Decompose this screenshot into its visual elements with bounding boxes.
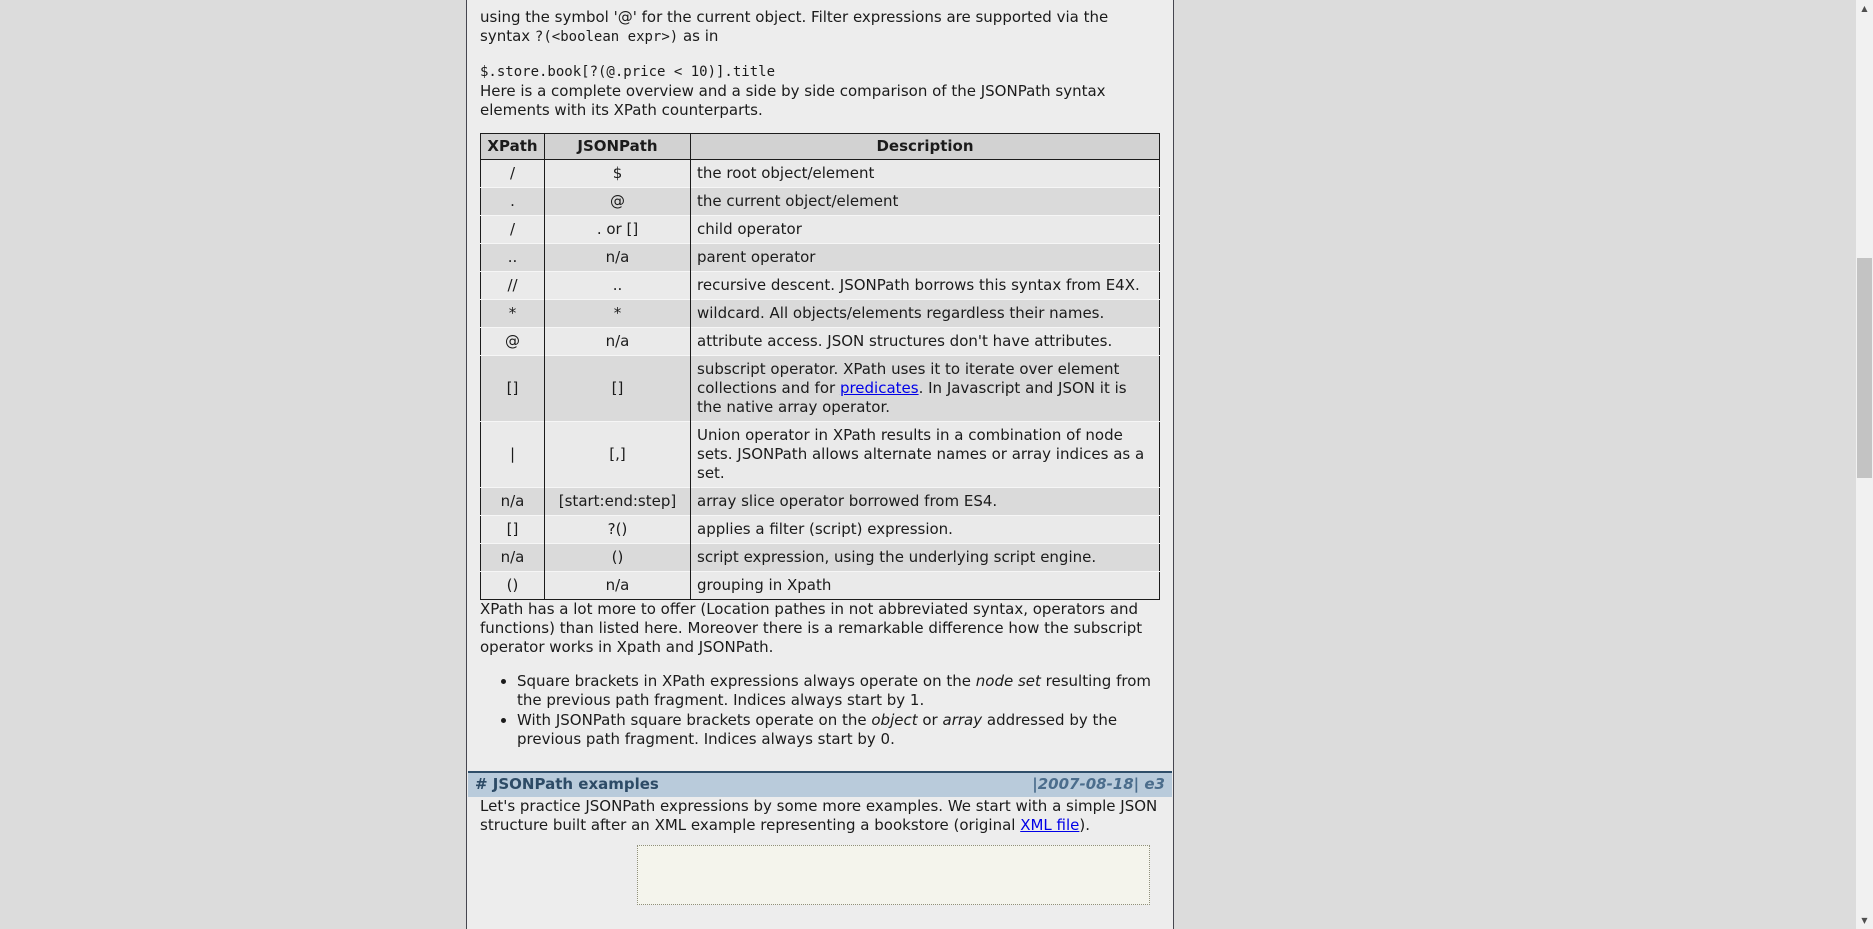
overview-paragraph — [480, 82, 1160, 120]
table-row — [481, 488, 1160, 516]
syntax-comparison-table — [480, 133, 1160, 600]
xpath-note-paragraph — [480, 600, 1160, 657]
description-cell — [691, 356, 1160, 422]
description-cell — [691, 422, 1160, 488]
bookstore-json-code-box — [637, 845, 1150, 905]
table-row — [481, 516, 1160, 544]
jsonpath-cell: $ — [545, 160, 691, 188]
text-run: With JSONPath square brackets operate on the — [517, 711, 872, 729]
table-row — [481, 300, 1160, 328]
text-run: array slice operator borrowed from ES4. — [697, 492, 998, 510]
xpath-cell: * — [481, 300, 545, 328]
xml-file-link[interactable]: XML file — [1020, 816, 1080, 834]
column-header-xpath: XPath — [481, 134, 545, 160]
jsonpath-cell: [] — [545, 356, 691, 422]
xpath-cell: n/a — [481, 488, 545, 516]
description-cell — [691, 188, 1160, 216]
table-row — [481, 188, 1160, 216]
description-cell — [691, 544, 1160, 572]
article-content — [466, 0, 1174, 929]
section-title: # JSONPath examples — [475, 775, 659, 793]
description-cell — [691, 328, 1160, 356]
text-run: script expression, using the underlying script engine. — [697, 548, 1097, 566]
xpath-cell: n/a — [481, 544, 545, 572]
jsonpath-cell: ?() — [545, 516, 691, 544]
xpath-cell: [] — [481, 356, 545, 422]
subscript-differences-list — [480, 672, 1160, 749]
section-date-revision: |2007-08-18| e3 — [1032, 775, 1165, 793]
text-run: resulting from the previous path fragment. Indices always start by 1. — [517, 672, 1151, 709]
text-run: applies a filter (script) expression. — [697, 520, 953, 538]
table-row — [481, 544, 1160, 572]
scrollbar-thumb[interactable] — [1857, 258, 1872, 478]
text-run: or — [917, 711, 943, 729]
text-run: grouping in Xpath — [697, 576, 832, 594]
xpath-cell: | — [481, 422, 545, 488]
scroll-up-arrow-icon: ▲ — [1861, 3, 1868, 13]
description-cell — [691, 244, 1160, 272]
text-run: addressed by the previous path fragment. Indices always start by 0. — [517, 711, 1118, 748]
jsonpath-cell: () — [545, 544, 691, 572]
table-row — [481, 356, 1160, 422]
text-run: Here is a complete overview and a side by side comparison of the JSONPath syntax elements with its XPath counterparts. — [480, 82, 1106, 119]
text-run: as in — [678, 27, 719, 45]
table-row — [481, 422, 1160, 488]
jsonpath-cell: [start:end:step] — [545, 488, 691, 516]
text-run: Square brackets in XPath expressions always operate on the — [517, 672, 976, 690]
text-run: wildcard. All objects/elements regardless their names. — [697, 304, 1105, 322]
table-row — [481, 328, 1160, 356]
text-run: the root object/element — [697, 164, 875, 182]
jsonpath-cell: . or [] — [545, 216, 691, 244]
examples-intro-paragraph — [480, 797, 1160, 835]
description-cell — [691, 488, 1160, 516]
table-row — [481, 160, 1160, 188]
section-header-jsonpath-examples — [468, 771, 1172, 797]
jsonpath-cell: * — [545, 300, 691, 328]
jsonpath-cell: n/a — [545, 572, 691, 600]
table-row — [481, 244, 1160, 272]
xpath-cell: / — [481, 216, 545, 244]
list-item — [517, 711, 1160, 749]
predicates-link[interactable]: predicates — [839, 379, 919, 397]
text-run: Union operator in XPath results in a combination of node sets. JSONPath allows alternate names or array indices as a set. — [697, 426, 1145, 482]
filter-expressions-paragraph — [480, 8, 1160, 47]
scroll-down-arrow-icon: ▼ — [1861, 915, 1868, 925]
xpath-cell: . — [481, 188, 545, 216]
text-run: the current object/element — [697, 192, 899, 210]
text-run: recursive descent. JSONPath borrows this syntax from E4X. — [697, 276, 1140, 294]
column-header-description: Description — [691, 134, 1160, 160]
jsonpath-cell: [,] — [545, 422, 691, 488]
xpath-cell: [] — [481, 516, 545, 544]
description-cell — [691, 160, 1160, 188]
table-header-row — [481, 134, 1160, 160]
xpath-cell: .. — [481, 244, 545, 272]
emphasized-text: object — [871, 711, 918, 729]
description-cell — [691, 272, 1160, 300]
emphasized-text: array — [942, 711, 983, 729]
text-run: parent operator — [697, 248, 816, 266]
text-run: ). — [1079, 816, 1091, 834]
emphasized-text: node set — [975, 672, 1041, 690]
table-row — [481, 572, 1160, 600]
table-row — [481, 272, 1160, 300]
list-item — [517, 672, 1160, 710]
jsonpath-cell: @ — [545, 188, 691, 216]
table-row — [481, 216, 1160, 244]
xpath-cell: () — [481, 572, 545, 600]
text-run: attribute access. JSON structures don't have attributes. — [697, 332, 1113, 350]
description-cell — [691, 516, 1160, 544]
xpath-cell: @ — [481, 328, 545, 356]
text-run: subscript operator. XPath uses it to iterate over element collections and for — [697, 360, 1120, 397]
scroll-down-button[interactable] — [1856, 912, 1873, 929]
text-run: using the symbol '@' for the current object. Filter expressions are supported via the syntax — [480, 8, 1109, 45]
inline-code: ?(<boolean expr>) — [534, 29, 679, 45]
jsonpath-cell: n/a — [545, 244, 691, 272]
description-cell — [691, 572, 1160, 600]
jsonpath-cell: n/a — [545, 328, 691, 356]
description-cell — [691, 300, 1160, 328]
xpath-cell: / — [481, 160, 545, 188]
description-cell — [691, 216, 1160, 244]
filter-code-example: $.store.book[?(@.price < 10)].title — [480, 64, 776, 80]
column-header-jsonpath: JSONPath — [545, 134, 691, 160]
xpath-cell: // — [481, 272, 545, 300]
scroll-up-button[interactable] — [1856, 0, 1873, 17]
text-run: . In Javascript and JSON it is the native array operator. — [697, 379, 1127, 416]
vertical-scrollbar[interactable] — [1856, 0, 1873, 929]
jsonpath-cell: .. — [545, 272, 691, 300]
text-run: XPath has a lot more to offer (Location pathes in not abbreviated syntax, operators and functions) than listed here. Moreover there is a remarkable difference how the subscript operator works in Xpath and JSONPath. — [480, 600, 1143, 656]
text-run: Let's practice JSONPath expressions by some more examples. We start with a simple JSON structure built after an XML example representing a bookstore (original — [480, 797, 1158, 834]
text-run: child operator — [697, 220, 802, 238]
